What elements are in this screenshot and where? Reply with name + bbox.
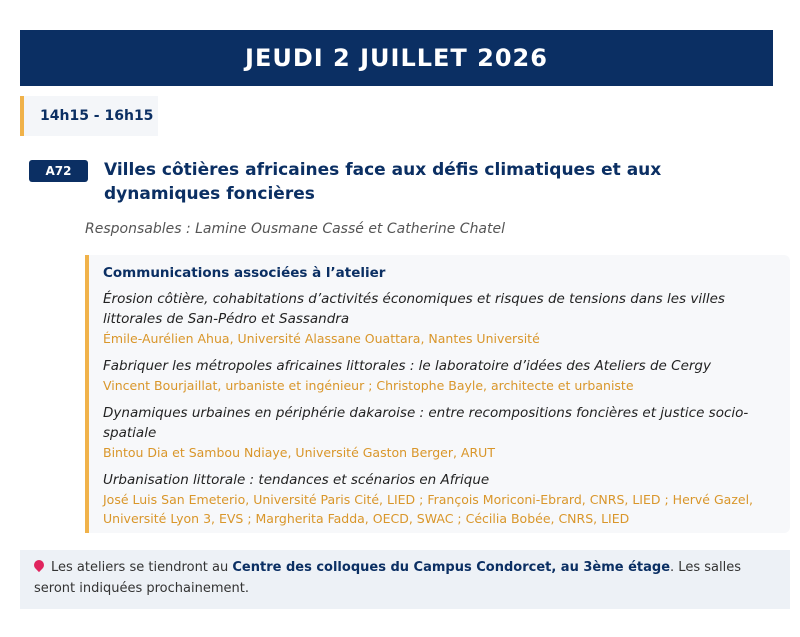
communication-item: [103, 356, 776, 395]
communication-title: Urbanisation littorale : tendances et scénarios en Afrique: [103, 472, 490, 488]
communication-authors: Bintou Dia et Sambou Ndiaye, Université Gaston Berger, ARUT: [103, 445, 495, 460]
location-note-after: . Les salles seront indiquées prochainement.: [34, 560, 741, 596]
communication-title: Fabriquer les métropoles africaines littorales : le laboratoire d’idées des Ateliers de Cergy: [103, 358, 711, 374]
location-note: [20, 550, 790, 609]
session-code-badge: [29, 160, 88, 182]
communications-panel: [85, 255, 790, 533]
day-title: JEUDI 2 JUILLET 2026: [245, 44, 548, 72]
communication-title: Dynamiques urbaines en périphérie dakaroise : entre recompositions foncières et justice socio-spatiale: [103, 405, 749, 441]
location-note-before: Les ateliers se tiendront au: [51, 560, 233, 575]
communication-item: [103, 289, 776, 348]
communication-item: [103, 470, 776, 528]
communication-authors: Vincent Bourjaillat, urbaniste et ingénieur ; Christophe Bayle, architecte et urbaniste: [103, 378, 634, 393]
communication-authors: Émile-Aurélien Ahua, Université Alassane Ouattara, Nantes Université: [103, 331, 540, 346]
time-slot-label: 14h15 - 16h15: [40, 108, 154, 124]
pin-icon: [32, 558, 46, 572]
day-banner: [20, 30, 773, 86]
session-responsables: Responsables : Lamine Ousmane Cassé et Catherine Chatel: [85, 221, 506, 237]
time-slot: [20, 96, 158, 136]
communication-title: Érosion côtière, cohabitations d’activités économiques et risques de tensions dans les villes littorales de San-Pédro et Sassandra: [103, 291, 725, 327]
session-title: Villes côtières africaines face aux défis climatiques et aux dynamiques foncières: [104, 160, 662, 204]
communications-heading: Communications associées à l’atelier: [103, 265, 386, 281]
location-note-venue: Centre des colloques du Campus Condorcet, au 3ème étage: [232, 560, 671, 575]
communication-item: [103, 403, 776, 462]
communication-authors: José Luis San Emeterio, Université Paris Cité, LIED ; François Moriconi-Ebrard, CNRS, LIED ; Hervé Gazel, Université Lyon 3, EVS ; Margherita Fadda, OECD, SWAC ; Cécilia Bobée, CNRS, LIED: [103, 492, 754, 526]
session-code: A72: [45, 164, 72, 178]
